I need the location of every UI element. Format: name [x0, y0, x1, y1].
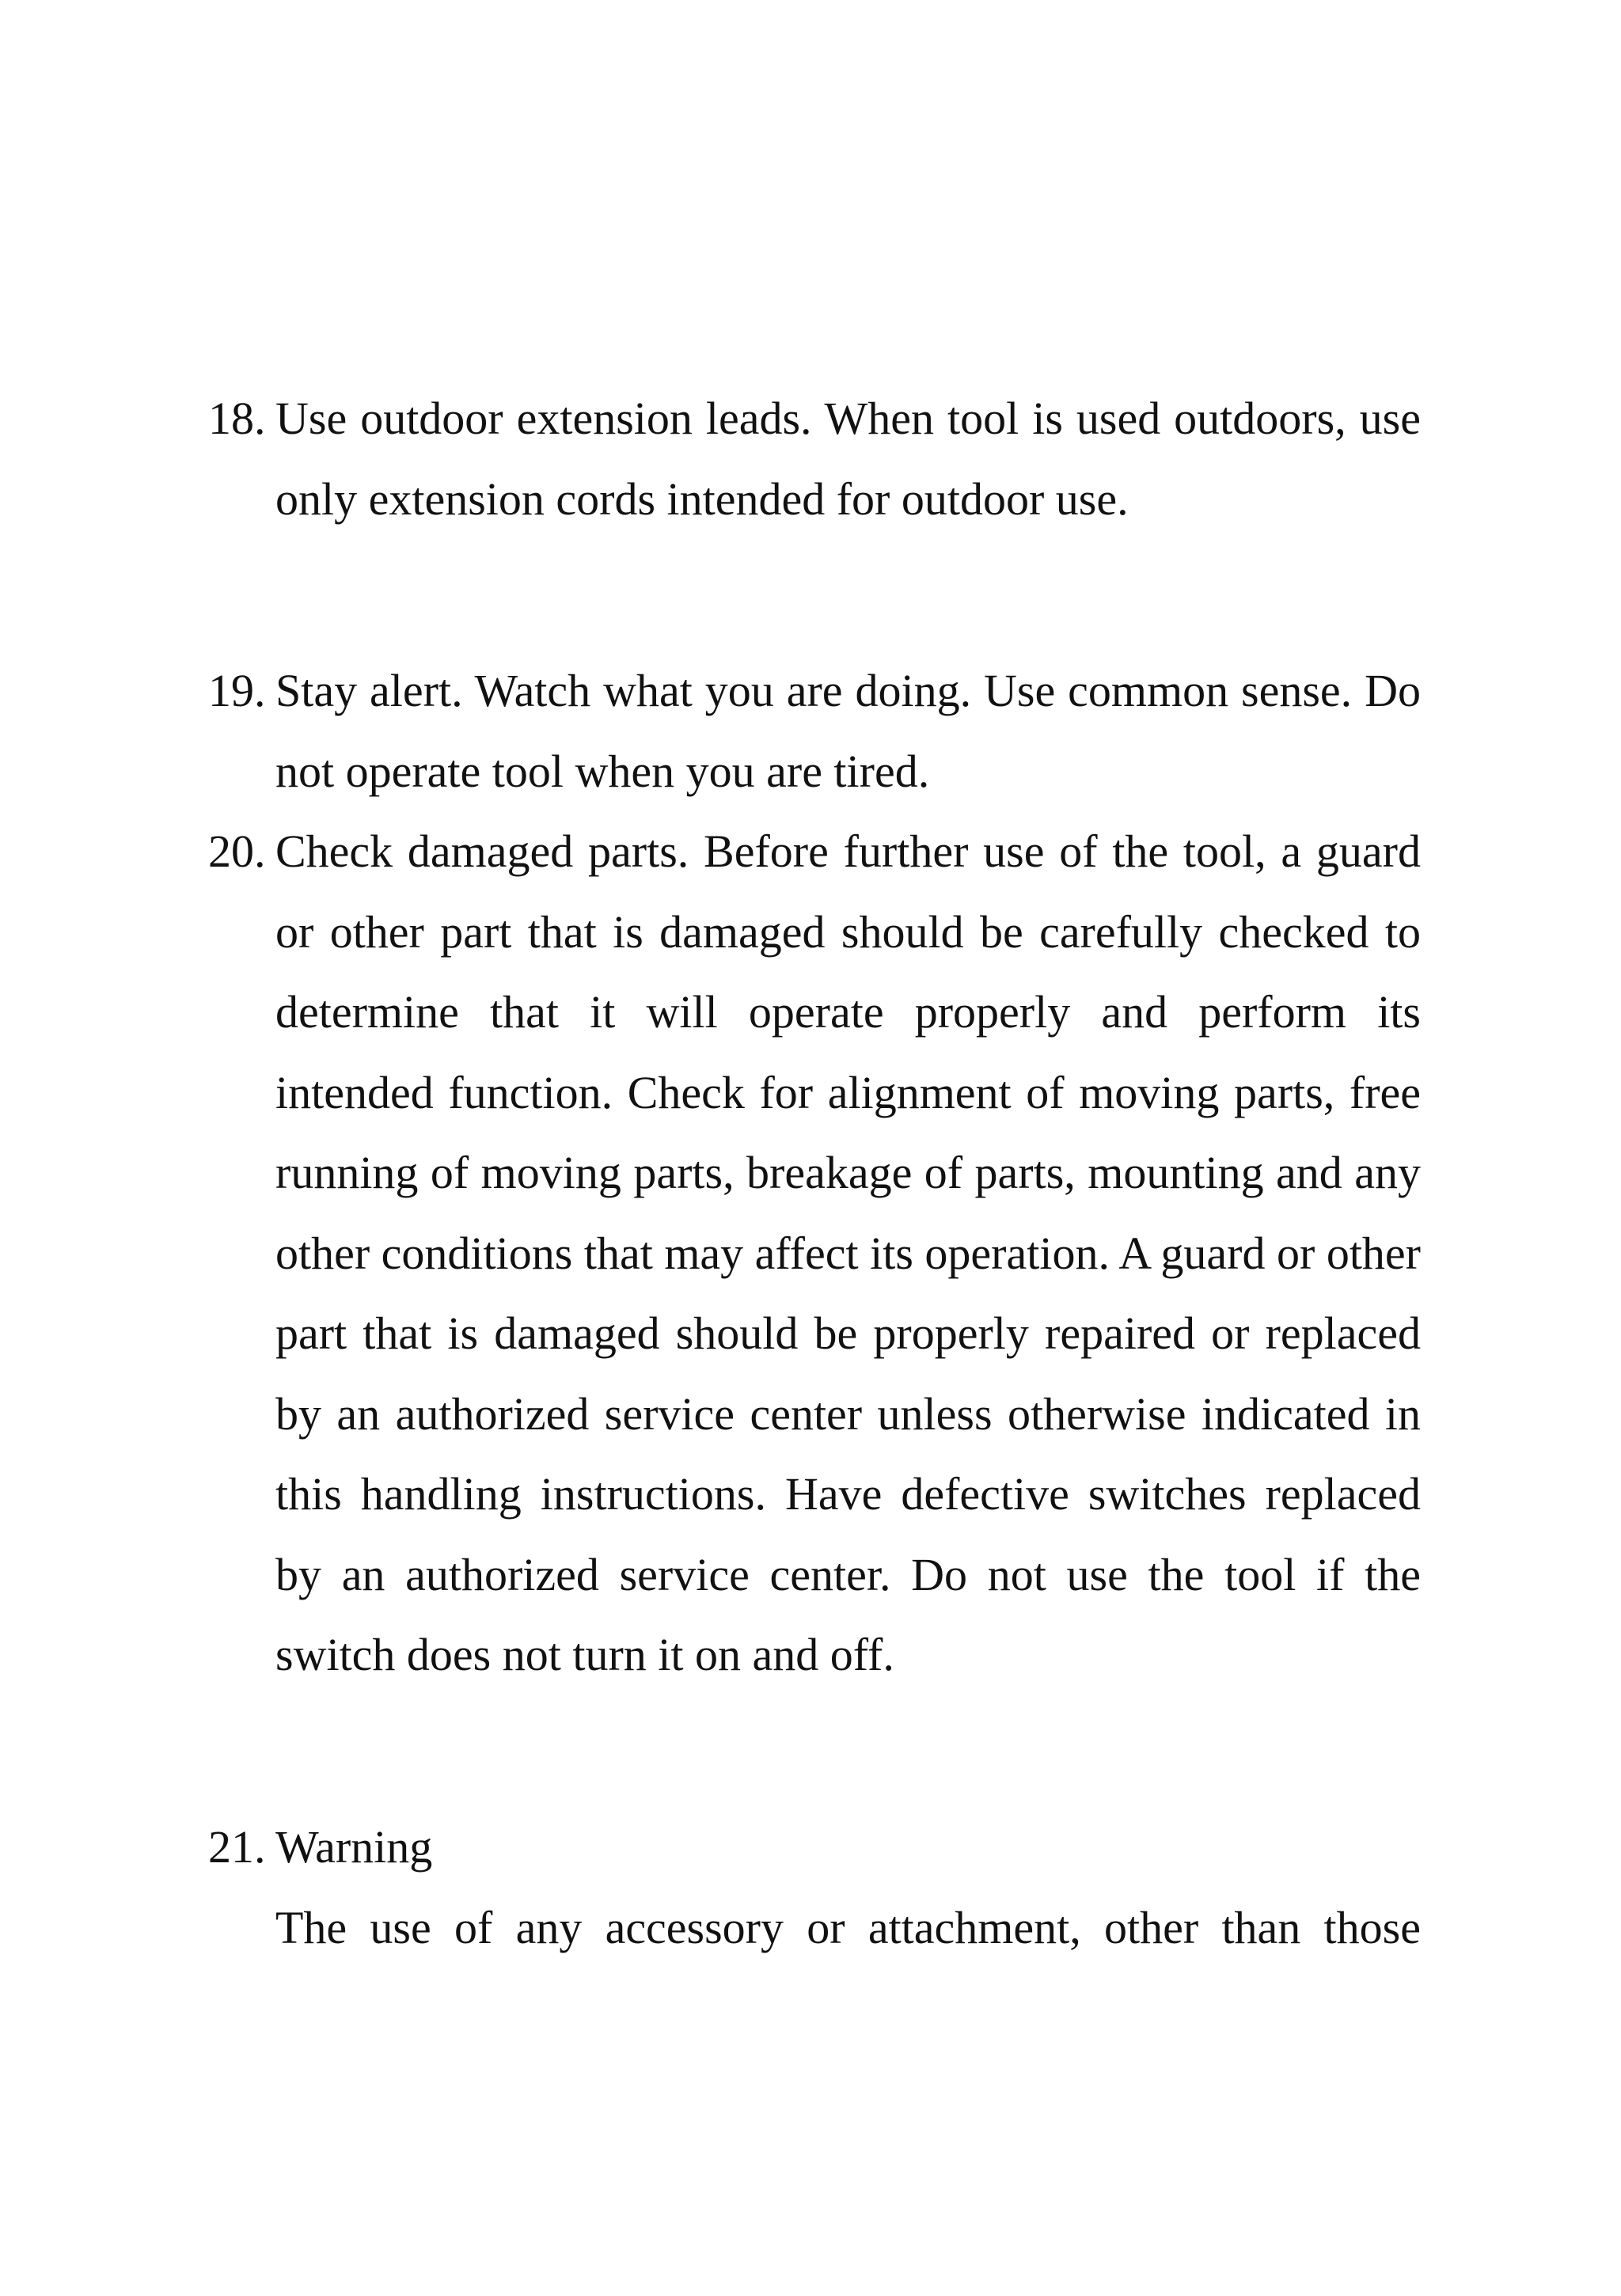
item-text-line: intended function. Check for alignment of moving parts, free	[275, 1066, 1421, 1118]
item-number: 18.	[208, 393, 266, 444]
item-text-line: switch does not turn it on and off.	[275, 1629, 894, 1680]
list-item-19	[208, 651, 1421, 811]
item-number: 21.	[208, 1821, 266, 1873]
item-text-line: The use of any accessory or attachment, other than those	[275, 1901, 1421, 1953]
item-heading-warning: Warning	[275, 1821, 433, 1873]
item-number: 20.	[208, 825, 266, 877]
item-text-line: running of moving parts, breakage of parts, mounting and any	[275, 1147, 1421, 1198]
item-text-line: or other part that is damaged should be carefully checked to	[275, 905, 1421, 958]
item-text-line: part that is damaged should be properly repaired or replaced	[275, 1307, 1421, 1359]
item-text-line: Stay alert. Watch what you are doing. Use common sense. Do	[275, 665, 1421, 716]
list-item-21	[208, 1807, 1421, 1968]
item-text-line: determine that it will operate properly and perform its	[275, 986, 1421, 1038]
item-text-line: by an authorized service center unless otherwise indicated in	[275, 1387, 1421, 1440]
item-text-line: Use outdoor extension leads. When tool is used outdoors, use	[275, 393, 1421, 444]
item-text-line: Check damaged parts. Before further use of the tool, a guard	[275, 825, 1421, 877]
list-item-20	[208, 811, 1421, 1695]
item-text-line: other conditions that may affect its operation. A guard or other	[275, 1227, 1421, 1279]
item-number: 19.	[208, 665, 266, 716]
item-text-line: not operate tool when you are tired.	[275, 745, 930, 797]
item-text-line: this handling instructions. Have defective switches replaced	[275, 1468, 1421, 1520]
item-text-line: by an authorized service center. Do not use the tool if the	[275, 1548, 1421, 1600]
list-item-18	[208, 378, 1421, 539]
item-text-line: only extension cords intended for outdoor use.	[275, 472, 1129, 525]
